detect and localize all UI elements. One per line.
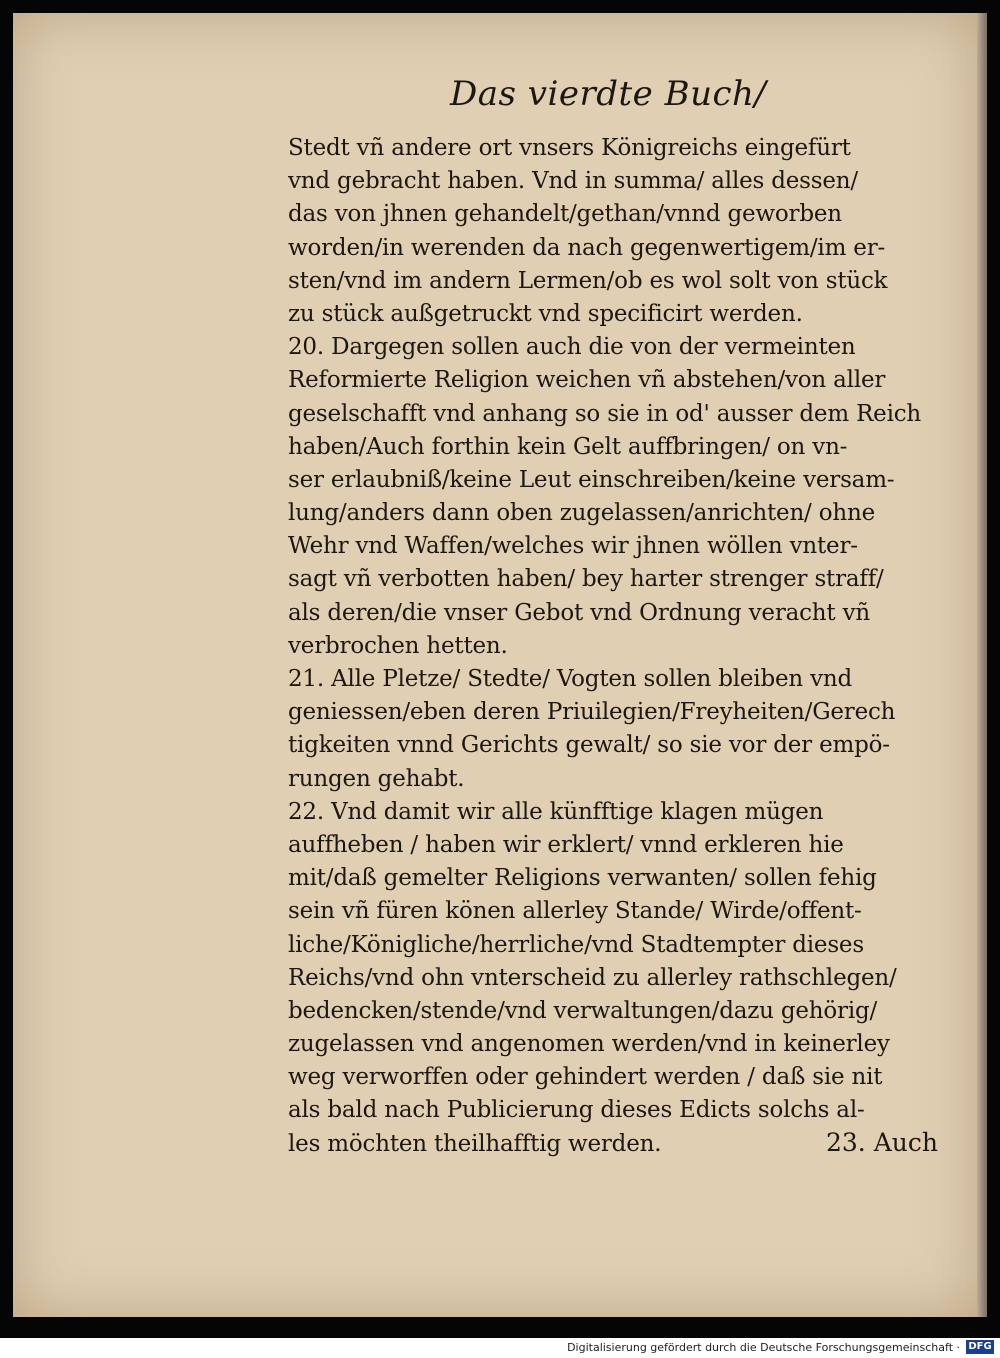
text-line: zugelassen vnd angenomen werden/vnd in keinerley: [288, 1031, 890, 1058]
funding-credit: Digitalisierung gefördert durch die Deutsche Forschungsgemeinschaft ·: [567, 1341, 960, 1354]
text-line: Reformierte Religion weichen vñ abstehen/von aller: [288, 367, 886, 394]
text-line: zu stück außgetruckt vnd specificirt werden.: [288, 300, 803, 327]
text-line: das von jhnen gehandelt/gethan/vnnd geworben: [288, 201, 842, 228]
text-line: Stedt vñ andere ort vnsers Königreichs eingefürt: [288, 135, 851, 161]
text-line: liche/Königliche/herrliche/vnd Stadtempter dieses: [288, 931, 864, 958]
text-line: geniessen/eben deren Priuilegien/Freyheiten/Gerech: [288, 699, 896, 726]
text-line: ser erlaubniß/keine Leut einschreiben/keine versam-: [288, 466, 895, 493]
text-line: worden/in werenden da nach gegenwertigem/im er-: [288, 234, 886, 261]
text-line: sten/vnd im andern Lermen/ob es wol solt von stück: [288, 267, 888, 294]
text-line: lung/anders dann oben zugelassen/anrichten/ ohne: [288, 500, 875, 527]
text-line: geselschafft vnd anhang so sie in od' ausser dem Reich: [288, 400, 922, 427]
dfg-logo-icon: DFG: [966, 1340, 994, 1354]
text-line: tigkeiten vnnd Gerichts gewalt/ so sie vor der empö-: [288, 732, 890, 759]
running-head: Das vierdte Buch/: [450, 74, 767, 114]
text-line: als deren/die vnser Gebot vnd Ordnung veracht vñ: [288, 599, 870, 626]
catchword: 23. Auch: [826, 1128, 938, 1157]
text-line: sein vñ füren könen allerley Stande/ Wirde/offent-: [288, 898, 862, 925]
text-line: auffheben / haben wir erklert/ vnnd erkleren hie: [288, 831, 844, 858]
text-line: rungen gehabt.: [288, 765, 465, 792]
text-line: Wehr vnd Waffen/welches wir jhnen wöllen vnter-: [288, 533, 858, 560]
text-line: 22. Vnd damit wir alle künfftige klagen mügen: [288, 798, 824, 825]
text-line: sagt vñ verbotten haben/ bey harter strenger straff/: [288, 566, 884, 593]
text-line: Reichs/vnd ohn vnterscheid zu allerley rathschlegen/: [288, 964, 897, 991]
text-line: haben/Auch forthin kein Gelt auffbringen/ on vn-: [288, 433, 848, 460]
text-line: bedencken/stende/vnd verwaltungen/dazu gehörig/: [288, 997, 878, 1024]
page-edge: [977, 13, 987, 1317]
footer-bar: [0, 1338, 1000, 1358]
text-line: 20. Dargegen sollen auch die von der vermeinten: [288, 334, 856, 361]
text-line: vnd gebracht haben. Vnd in summa/ alles dessen/: [288, 168, 858, 195]
text-line: weg verworffen oder gehindert werden / daß sie nit: [288, 1064, 883, 1091]
text-line: les möchten theilhafftig werden.: [288, 1130, 662, 1157]
text-line: als bald nach Publicierung dieses Edicts solchs al-: [288, 1097, 865, 1124]
text-line: 21. Alle Pletze/ Stedte/ Vogten sollen bleiben vnd: [288, 666, 853, 692]
text-block: [288, 132, 960, 1161]
text-line: mit/daß gemelter Religions verwanten/ sollen fehig: [288, 865, 877, 892]
text-line: verbrochen hetten.: [288, 632, 508, 659]
